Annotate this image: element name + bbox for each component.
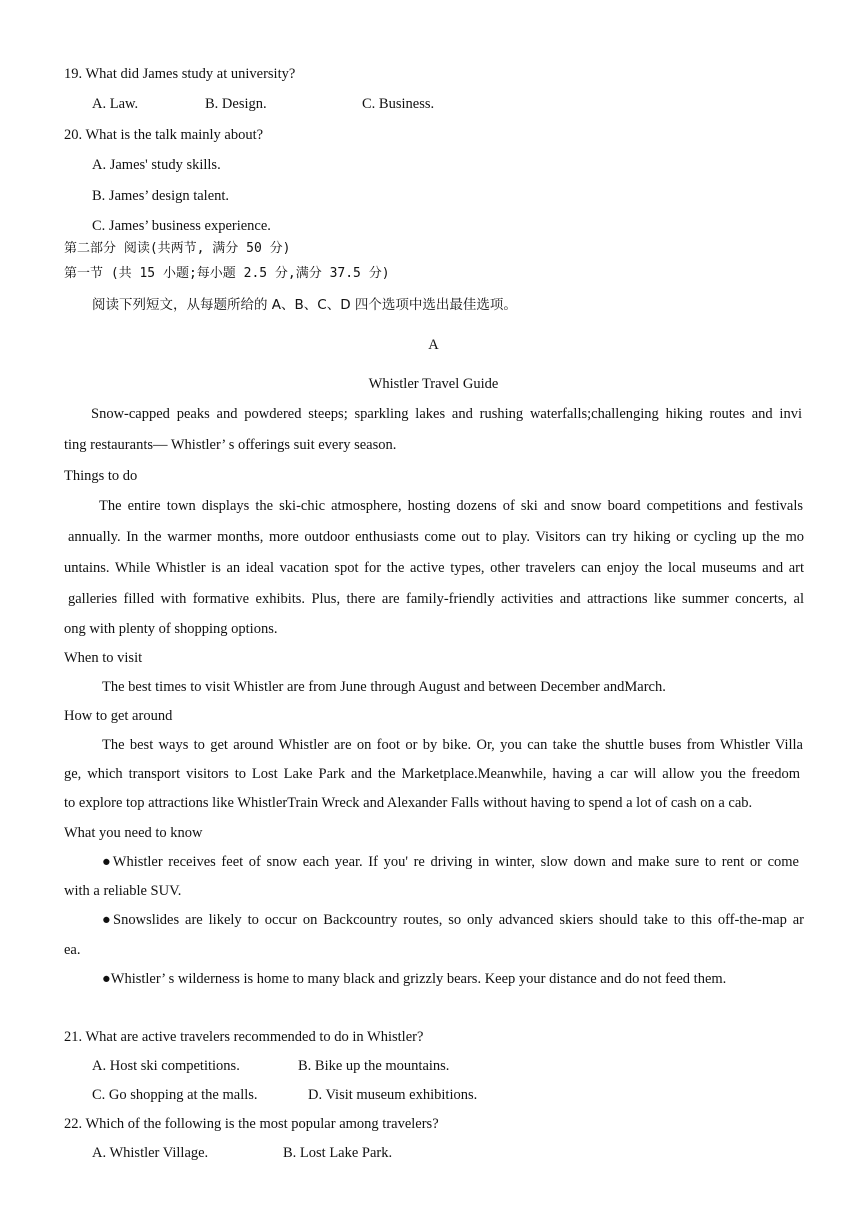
passage-letter: A: [428, 337, 439, 353]
question-19: 19. What did James study at university?: [64, 66, 296, 82]
q20-option-c: C. James’ business experience.: [92, 218, 271, 234]
intro-line-2: ting restaurants— Whistler’ s offerings suit every season.: [64, 437, 397, 453]
q21-option-b: B. Bike up the mountains.: [298, 1058, 450, 1074]
part-two-heading: 第二部分 阅读(共两节, 满分 50 分): [64, 241, 291, 256]
things-line-5: ong with plenty of shopping options.: [64, 621, 278, 637]
q22-option-a: A. Whistler Village.: [92, 1145, 209, 1161]
things-line-3: untains. While Whistler is an ideal vacation spot for the active types, other travelers can enjoy the local museums and art: [64, 560, 804, 576]
q19-option-c: C. Business.: [362, 96, 435, 112]
intro-line-1: Snow-capped peaks and powdered steeps; sparkling lakes and rushing waterfalls;challenging hiking routes and invi: [91, 406, 802, 422]
q20-option-a: A. James' study skills.: [92, 157, 221, 173]
need-bullet-2: ●Snowslides are likely to occur on Backcountry routes, so only advanced skiers should take to this off-the-map ar: [102, 912, 804, 928]
how-line-3: to explore top attractions like WhistlerTrain Wreck and Alexander Falls without having to spend a lot of cash on a cab.: [64, 795, 753, 811]
q19-option-b: B. Design.: [205, 96, 267, 112]
q21-option-d: D. Visit museum exhibitions.: [308, 1087, 478, 1103]
question-20: 20. What is the talk mainly about?: [64, 127, 264, 143]
things-line-1: The entire town displays the ski-chic atmosphere, hosting dozens of ski and snow board competitions and festivals: [99, 498, 803, 514]
how-line-2: ge, which transport visitors to Lost Lake Park and the Marketplace.Meanwhile, having a car will allow you the freedom: [64, 766, 800, 782]
how-line-1: The best ways to get around Whistler are on foot or by bike. Or, you can take the shuttle buses from Whistler Villa: [102, 737, 803, 753]
passage-title: Whistler Travel Guide: [368, 376, 499, 392]
q19-option-a: A. Law.: [92, 96, 139, 112]
how-to-get-around-heading: How to get around: [64, 708, 173, 724]
when-to-visit-heading: When to visit: [64, 650, 143, 666]
things-line-2: annually. In the warmer months, more outdoor enthusiasts come out to play. Visitors can try hiking or cycling up the mo: [68, 529, 804, 545]
things-to-do-heading: Things to do: [64, 468, 138, 484]
things-line-4: galleries filled with formative exhibits. Plus, there are family-friendly activities and attractions like summer concerts, al: [68, 591, 804, 607]
section-one-heading: 第一节 (共 15 小题;每小题 2.5 分,满分 37.5 分): [64, 266, 390, 281]
need-bullet-1: ●Whistler receives feet of snow each year. If you' re driving in winter, slow down and make sure to rent or come: [102, 854, 799, 870]
when-to-visit-text: The best times to visit Whistler are from June through August and between December andMarch.: [102, 679, 666, 695]
q21-option-a: A. Host ski competitions.: [92, 1058, 240, 1074]
reading-instruction: 阅读下列短文，从每题所给的 A、B、C、D 四个选项中选出最佳选项。: [92, 297, 517, 313]
question-22: 22. Which of the following is the most popular among travelers?: [64, 1116, 439, 1132]
question-21: 21. What are active travelers recommended to do in Whistler?: [64, 1029, 424, 1045]
need-to-know-heading: What you need to know: [64, 825, 203, 841]
q20-option-b: B. James’ design talent.: [92, 188, 230, 204]
need-bullet-1-cont: with a reliable SUV.: [64, 883, 182, 899]
need-bullet-3: ●Whistler’ s wilderness is home to many black and grizzly bears. Keep your distance and do not feed them.: [102, 971, 727, 987]
need-bullet-2-cont: ea.: [64, 942, 81, 958]
q22-option-b: B. Lost Lake Park.: [283, 1145, 393, 1161]
q21-option-c: C. Go shopping at the malls.: [92, 1087, 258, 1103]
